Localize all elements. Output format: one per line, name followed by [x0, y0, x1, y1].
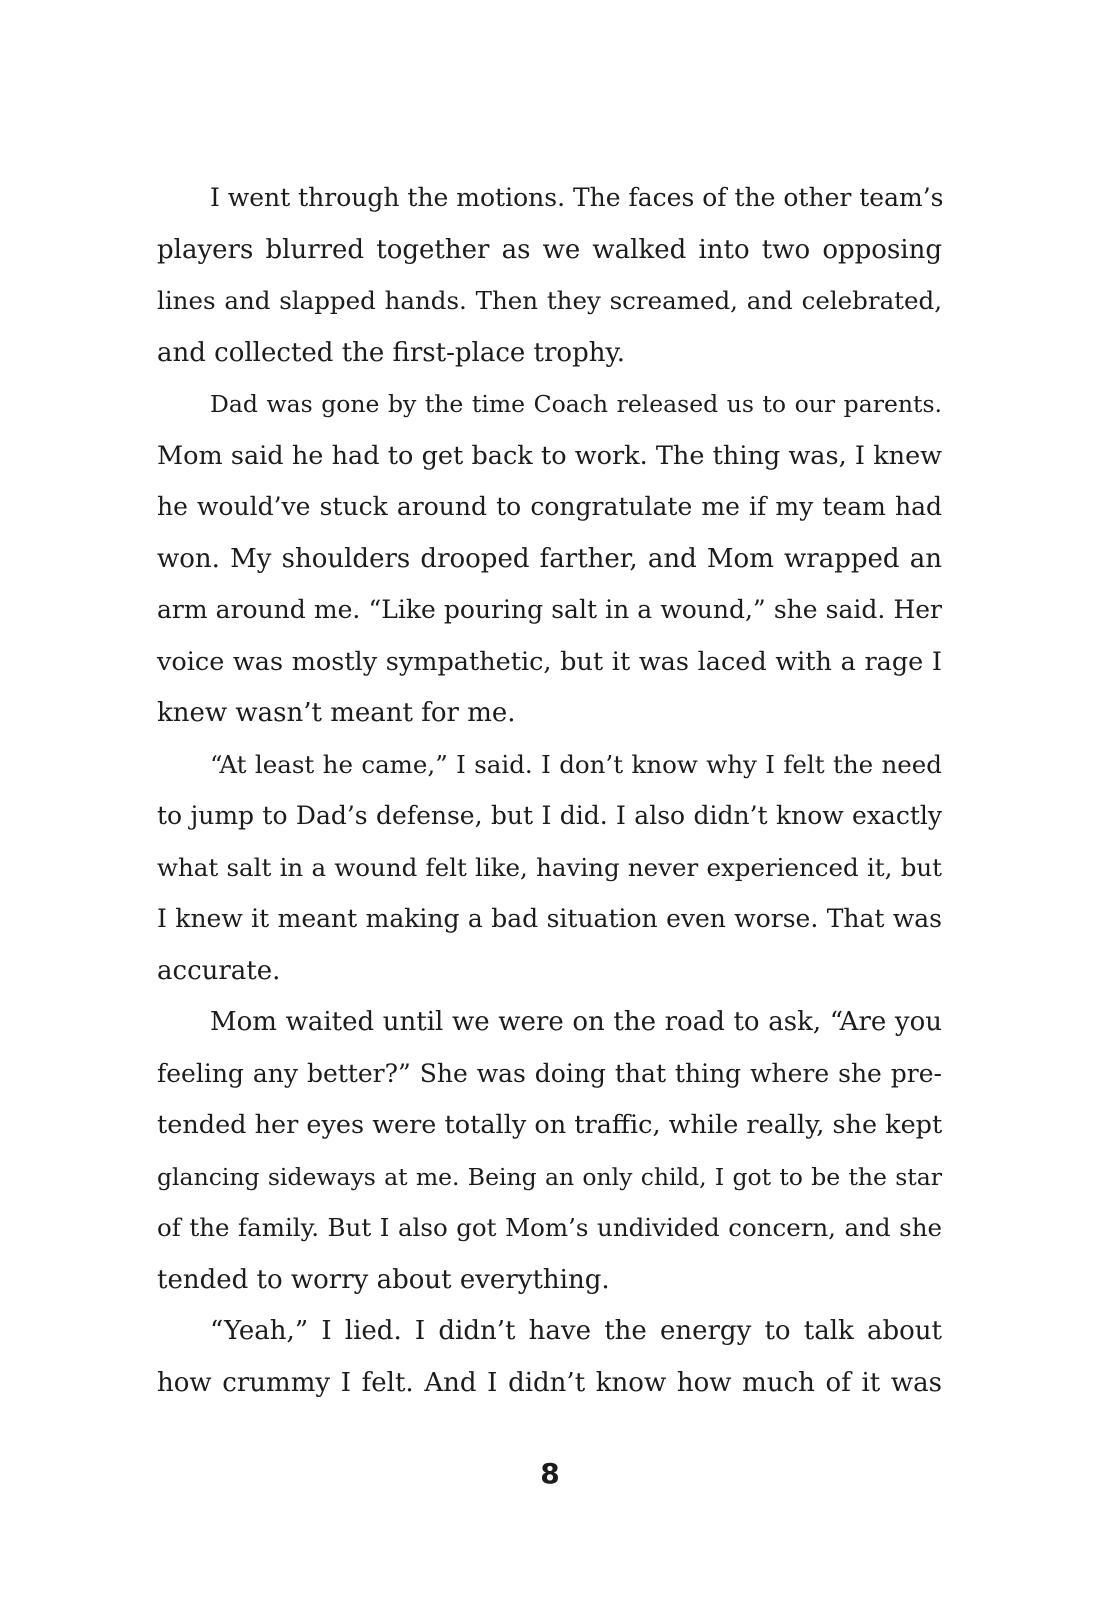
text-line: lines and slapped hands. Then they screamed, and celebrated, — [157, 286, 942, 315]
text-line: Dad was gone by the time Coach released us to our parents. — [210, 390, 942, 418]
text-line: glancing sideways at me. Being an only child, I got to be the star — [157, 1162, 942, 1191]
text-line: Mom said he had to get back to work. The thing was, I knew — [157, 440, 942, 471]
text-line: to jump to Dad’s defense, but I did. I also didn’t know exactly — [157, 801, 942, 830]
text-line: “At least he came,” I said. I don’t know why I felt the need — [210, 749, 942, 779]
text-line: he would’ve stuck around to congratulate me if my team had — [157, 492, 942, 521]
text-line: Mom waited until we were on the road to ask, “Are you — [210, 1007, 942, 1037]
text-line: and collected the first-place trophy. — [157, 337, 625, 368]
text-line: knew wasn’t meant for me. — [157, 698, 516, 728]
text-line: players blurred together as we walked into two opposing — [157, 234, 942, 265]
text-line: how crummy I felt. And I didn’t know how much of it was — [157, 1367, 942, 1398]
text-line: accurate. — [157, 955, 281, 986]
text-line: I knew it meant making a bad situation even worse. That was — [157, 904, 942, 933]
text-line: tended to worry about everything. — [157, 1264, 610, 1295]
text-line: what salt in a wound felt like, having never experienced it, but — [157, 852, 942, 882]
text-line: arm around me. “Like pouring salt in a wound,” she said. Her — [157, 595, 942, 624]
text-line: tended her eyes were totally on traffic, while really, she kept — [157, 1110, 943, 1140]
text-line: of the family. But I also got Mom’s undivided concern, and she — [157, 1213, 942, 1242]
page-number: 8 — [540, 1457, 561, 1490]
text-line: voice was mostly sympathetic, but it was laced with a rage I — [157, 646, 942, 677]
text-line: won. My shoulders drooped farther, and Mom wrapped an — [157, 543, 942, 574]
text-line: I went through the motions. The faces of the other team’s — [210, 183, 944, 212]
text-line: “Yeah,” I lied. I didn’t have the energy to talk about — [210, 1316, 942, 1346]
text-line: feeling any better?” She was doing that thing where she pre- — [157, 1058, 942, 1088]
